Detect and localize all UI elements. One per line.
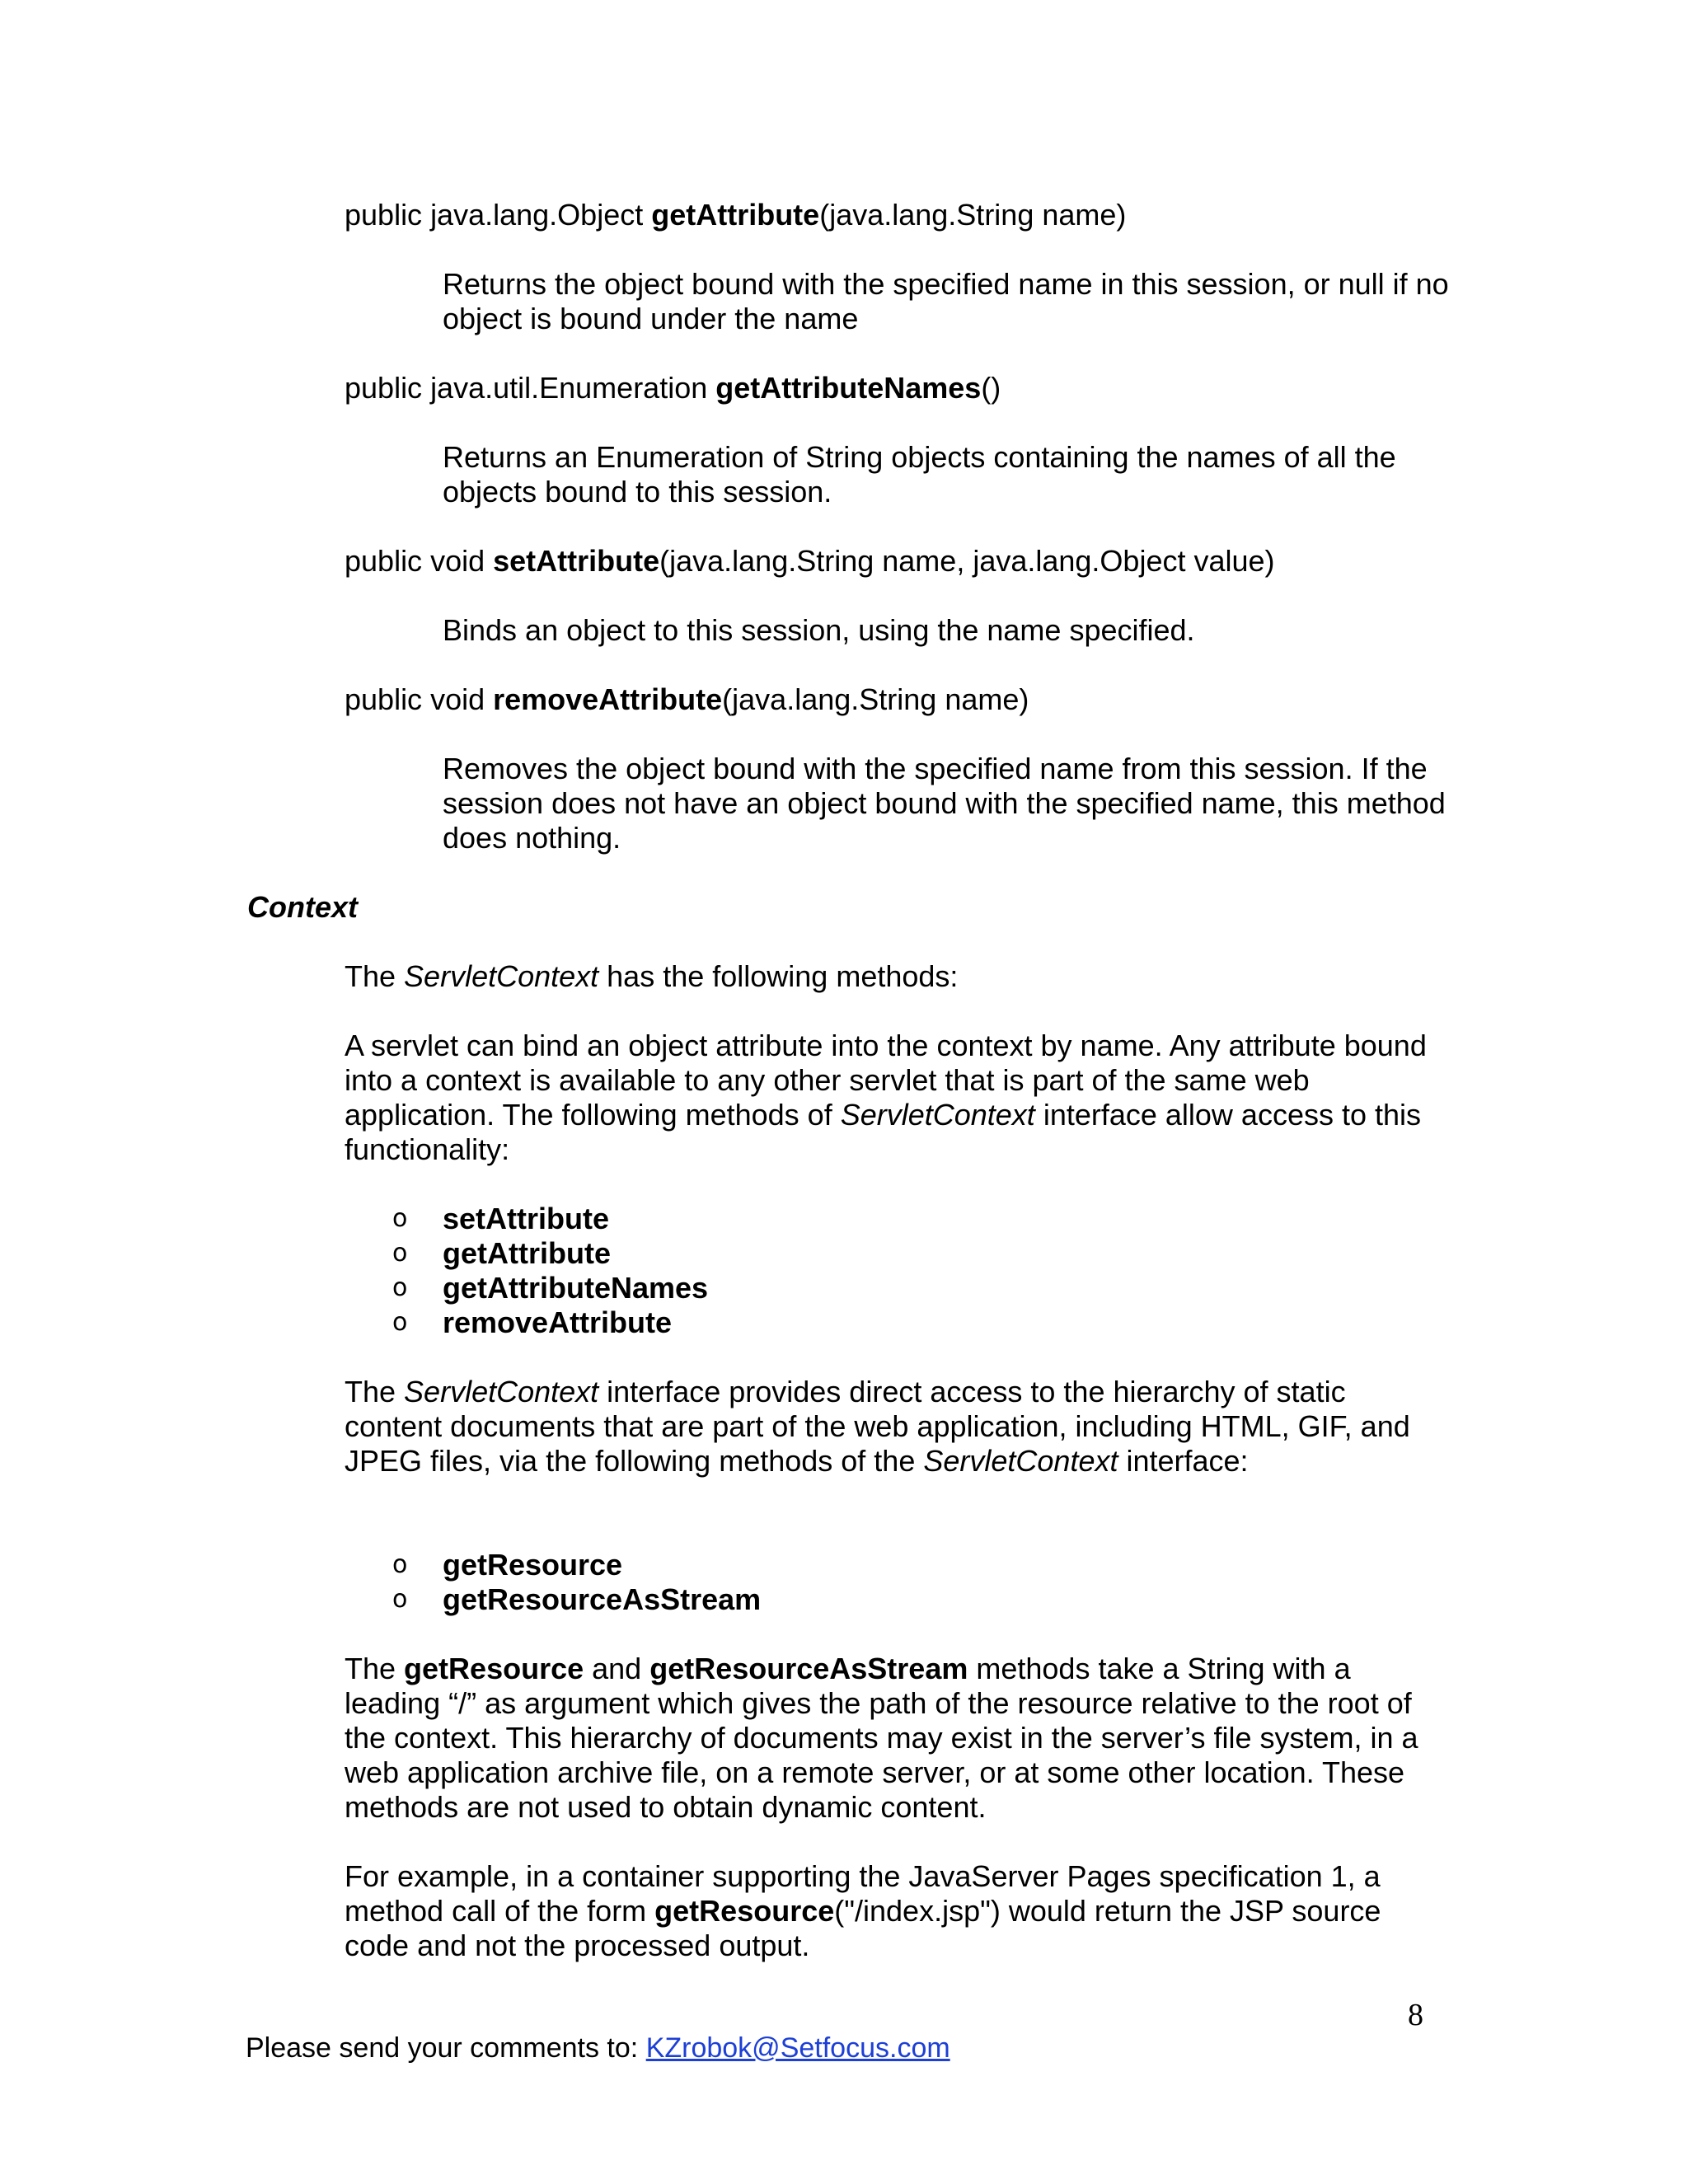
method-name: setAttribute [493, 544, 660, 578]
list-item: setAttribute [443, 1202, 610, 1235]
method-name: removeAttribute [493, 682, 723, 716]
method-description-setattribute: Binds an object to this session, using the name specified. [443, 613, 1195, 647]
example-paragraph: For example, in a container supporting the JavaServer Pages specification 1, a method call of the form getResource("/index.jsp") would return the JSP source code and not the processed output. [345, 1859, 1381, 1962]
method-name: getAttributeNames [715, 371, 982, 405]
bullet-marker: o [392, 1585, 408, 1614]
bullet-marker: o [392, 1273, 408, 1302]
method-signature-getattribute: public java.lang.Object getAttribute(java.lang.String name) [345, 198, 1127, 232]
list-item: getResource [443, 1548, 623, 1582]
bullet-marker: o [392, 1550, 408, 1579]
method-description-getattribute: Returns the object bound with the specified name in this session, or null if no object is bound under the name [443, 267, 1449, 335]
resource-methods-paragraph: The getResource and getResourceAsStream methods take a String with a leading “/” as argument which gives the path of the resource relative to the root of the context. This hierarchy of documents may exist in the server’s file system, in a web application archive file, on a remote server, or at some other location. These methods are not used to obtain dynamic content. [345, 1652, 1418, 1824]
list-item: removeAttribute [443, 1305, 673, 1339]
method-signature-setattribute: public void setAttribute(java.lang.String name, java.lang.Object value) [345, 544, 1275, 578]
list-item: getAttributeNames [443, 1271, 709, 1305]
bullet-marker: o [392, 1308, 408, 1337]
section-heading-context: Context [247, 890, 358, 924]
method-description-getattributenames: Returns an Enumeration of String objects containing the names of all the objects bound to this session. [443, 440, 1396, 509]
method-description-removeattribute: Removes the object bound with the specified name from this session. If the session does not have an object bound with the specified name, this method does nothing. [443, 752, 1446, 855]
list-item: getResourceAsStream [443, 1582, 762, 1616]
context-intro: The ServletContext has the following methods: [345, 959, 959, 993]
method-signature-getattributenames: public java.util.Enumeration getAttributeNames() [345, 371, 1001, 405]
method-name: getAttribute [651, 198, 820, 232]
footer [246, 2031, 950, 2065]
bullet-marker: o [392, 1204, 408, 1233]
footer-text: Please send your comments to: [246, 2032, 646, 2064]
method-signature-removeattribute: public void removeAttribute(java.lang.String name) [345, 682, 1029, 716]
bullet-marker: o [392, 1239, 408, 1268]
list-item: getAttribute [443, 1236, 611, 1270]
footer-email-link[interactable]: KZrobok@Setfocus.com [645, 2032, 950, 2064]
static-content-paragraph: The ServletContext interface provides direct access to the hierarchy of static content documents that are part of the web application, including HTML, GIF, and JPEG files, via the following methods of the ServletContext interface: [345, 1375, 1410, 1478]
page-number: 8 [1408, 1998, 1423, 2032]
bind-attribute-paragraph: A servlet can bind an object attribute into the context by name. Any attribute bound into a context is available to any other servlet that is part of the same web application. The following methods of ServletContext interface allow access to this functionality: [345, 1029, 1427, 1166]
